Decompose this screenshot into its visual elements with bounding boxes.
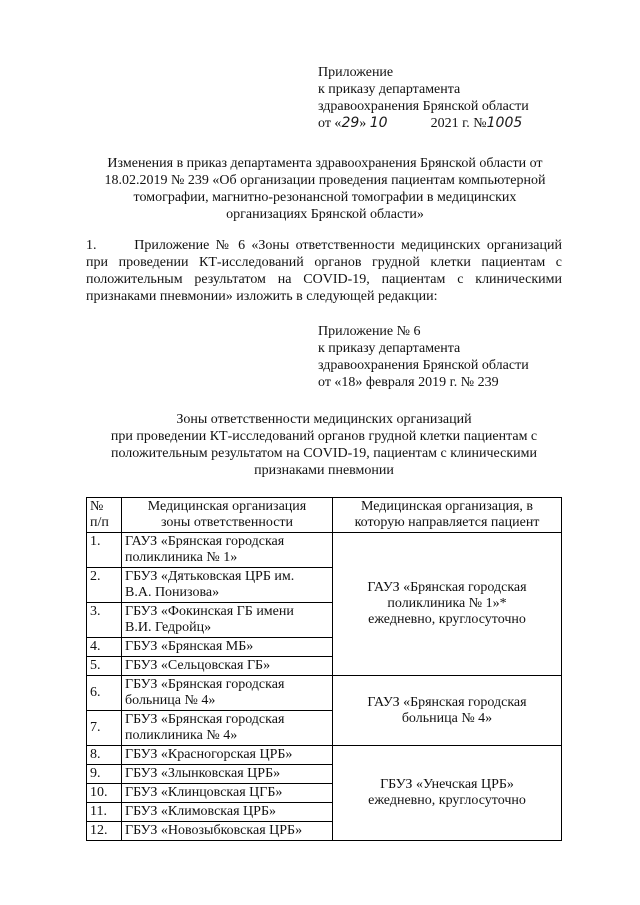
row-org: ГБУЗ «Климовская ЦРБ» — [122, 803, 333, 822]
row-num: 1. — [87, 533, 122, 568]
destination-cell: ГАУЗ «Брянская городская больница № 4» — [333, 676, 562, 746]
row-num: 6. — [87, 676, 122, 711]
table-header-row — [87, 498, 562, 533]
row-num: 4. — [87, 638, 122, 657]
row-num: 2. — [87, 568, 122, 603]
row-org: ГБУЗ «Злынковская ЦРБ» — [122, 765, 333, 784]
header-org: Медицинская организация зоны ответственности — [122, 498, 333, 533]
handwritten-day: 29 — [341, 115, 360, 131]
row-num: 5. — [87, 657, 122, 676]
header-dest: Медицинская организация, в которую направляется пациент — [333, 498, 562, 533]
row-org: ГБУЗ «Брянская МБ» — [122, 638, 333, 657]
row-org: ГБУЗ «Фокинская ГБ имени В.И. Гедройц» — [122, 603, 333, 638]
row-org: ГБУЗ «Брянская городская больница № 4» — [122, 676, 333, 711]
header-line: к приказу департамента — [318, 82, 461, 97]
row-num: 9. — [87, 765, 122, 784]
paragraph-1: 1. Приложение № 6 «Зоны ответственности медицинских организаций при проведении КТ-исследований органов грудной клетки пациентам с положительным результатом на COVID-19, пациентам с клиническими признаками пневмонии» изложить в следующей редакции: — [86, 238, 562, 304]
destination-cell: ГАУЗ «Брянская городская поликлиника № 1»* ежедневно, круглосуточно — [333, 533, 562, 676]
table-row — [87, 676, 562, 711]
destination-cell: ГБУЗ «Унечская ЦРБ» ежедневно, круглосуточно — [333, 746, 562, 841]
table-row — [87, 533, 562, 568]
header-appendix — [318, 64, 529, 132]
row-num: 7. — [87, 711, 122, 746]
row-org: ГБУЗ «Красногорская ЦРБ» — [122, 746, 333, 765]
row-org: ГБУЗ «Клинцовская ЦГБ» — [122, 784, 333, 803]
header-num: № п/п — [87, 498, 122, 533]
document-title: Изменения в приказ департамента здравоохранения Брянской области от 18.02.2019 № 239 «Об организации проведения пациентам компьютерной томографии, магнитно-резонансной томографии в медицинских организациях Брянской области» — [104, 156, 546, 222]
row-org: ГБУЗ «Новозыбковская ЦРБ» — [122, 822, 333, 841]
row-org: ГБУЗ «Дятьковская ЦРБ им. В.А. Понизова» — [122, 568, 333, 603]
header-line: здравоохранения Брянской области — [318, 99, 529, 114]
header-date: от «29» 10 2021 г. №1005 — [318, 115, 523, 131]
row-org: ГБУЗ «Брянская городская поликлиника № 4» — [122, 711, 333, 746]
handwritten-month: 10 — [369, 115, 388, 131]
zones-title: Зоны ответственности медицинских организаций при проведении КТ-исследований органов грудной клетки пациентам с положительным результатом на COVID-19, пациентам с клиническими признаками пневмонии — [110, 412, 538, 478]
row-org: ГБУЗ «Сельцовская ГБ» — [122, 657, 333, 676]
header-line: Приложение — [318, 65, 394, 80]
row-num: 12. — [87, 822, 122, 841]
table-row — [87, 746, 562, 765]
appendix-6-header: Приложение № 6 к приказу департамента здравоохранения Брянской области от «18» февраля 2019 г. № 239 — [318, 324, 529, 390]
handwritten-number: 1005 — [486, 115, 523, 131]
row-num: 8. — [87, 746, 122, 765]
row-num: 11. — [87, 803, 122, 822]
row-org: ГАУЗ «Брянская городская поликлиника № 1» — [122, 533, 333, 568]
row-num: 3. — [87, 603, 122, 638]
row-num: 10. — [87, 784, 122, 803]
zones-table — [86, 497, 562, 841]
